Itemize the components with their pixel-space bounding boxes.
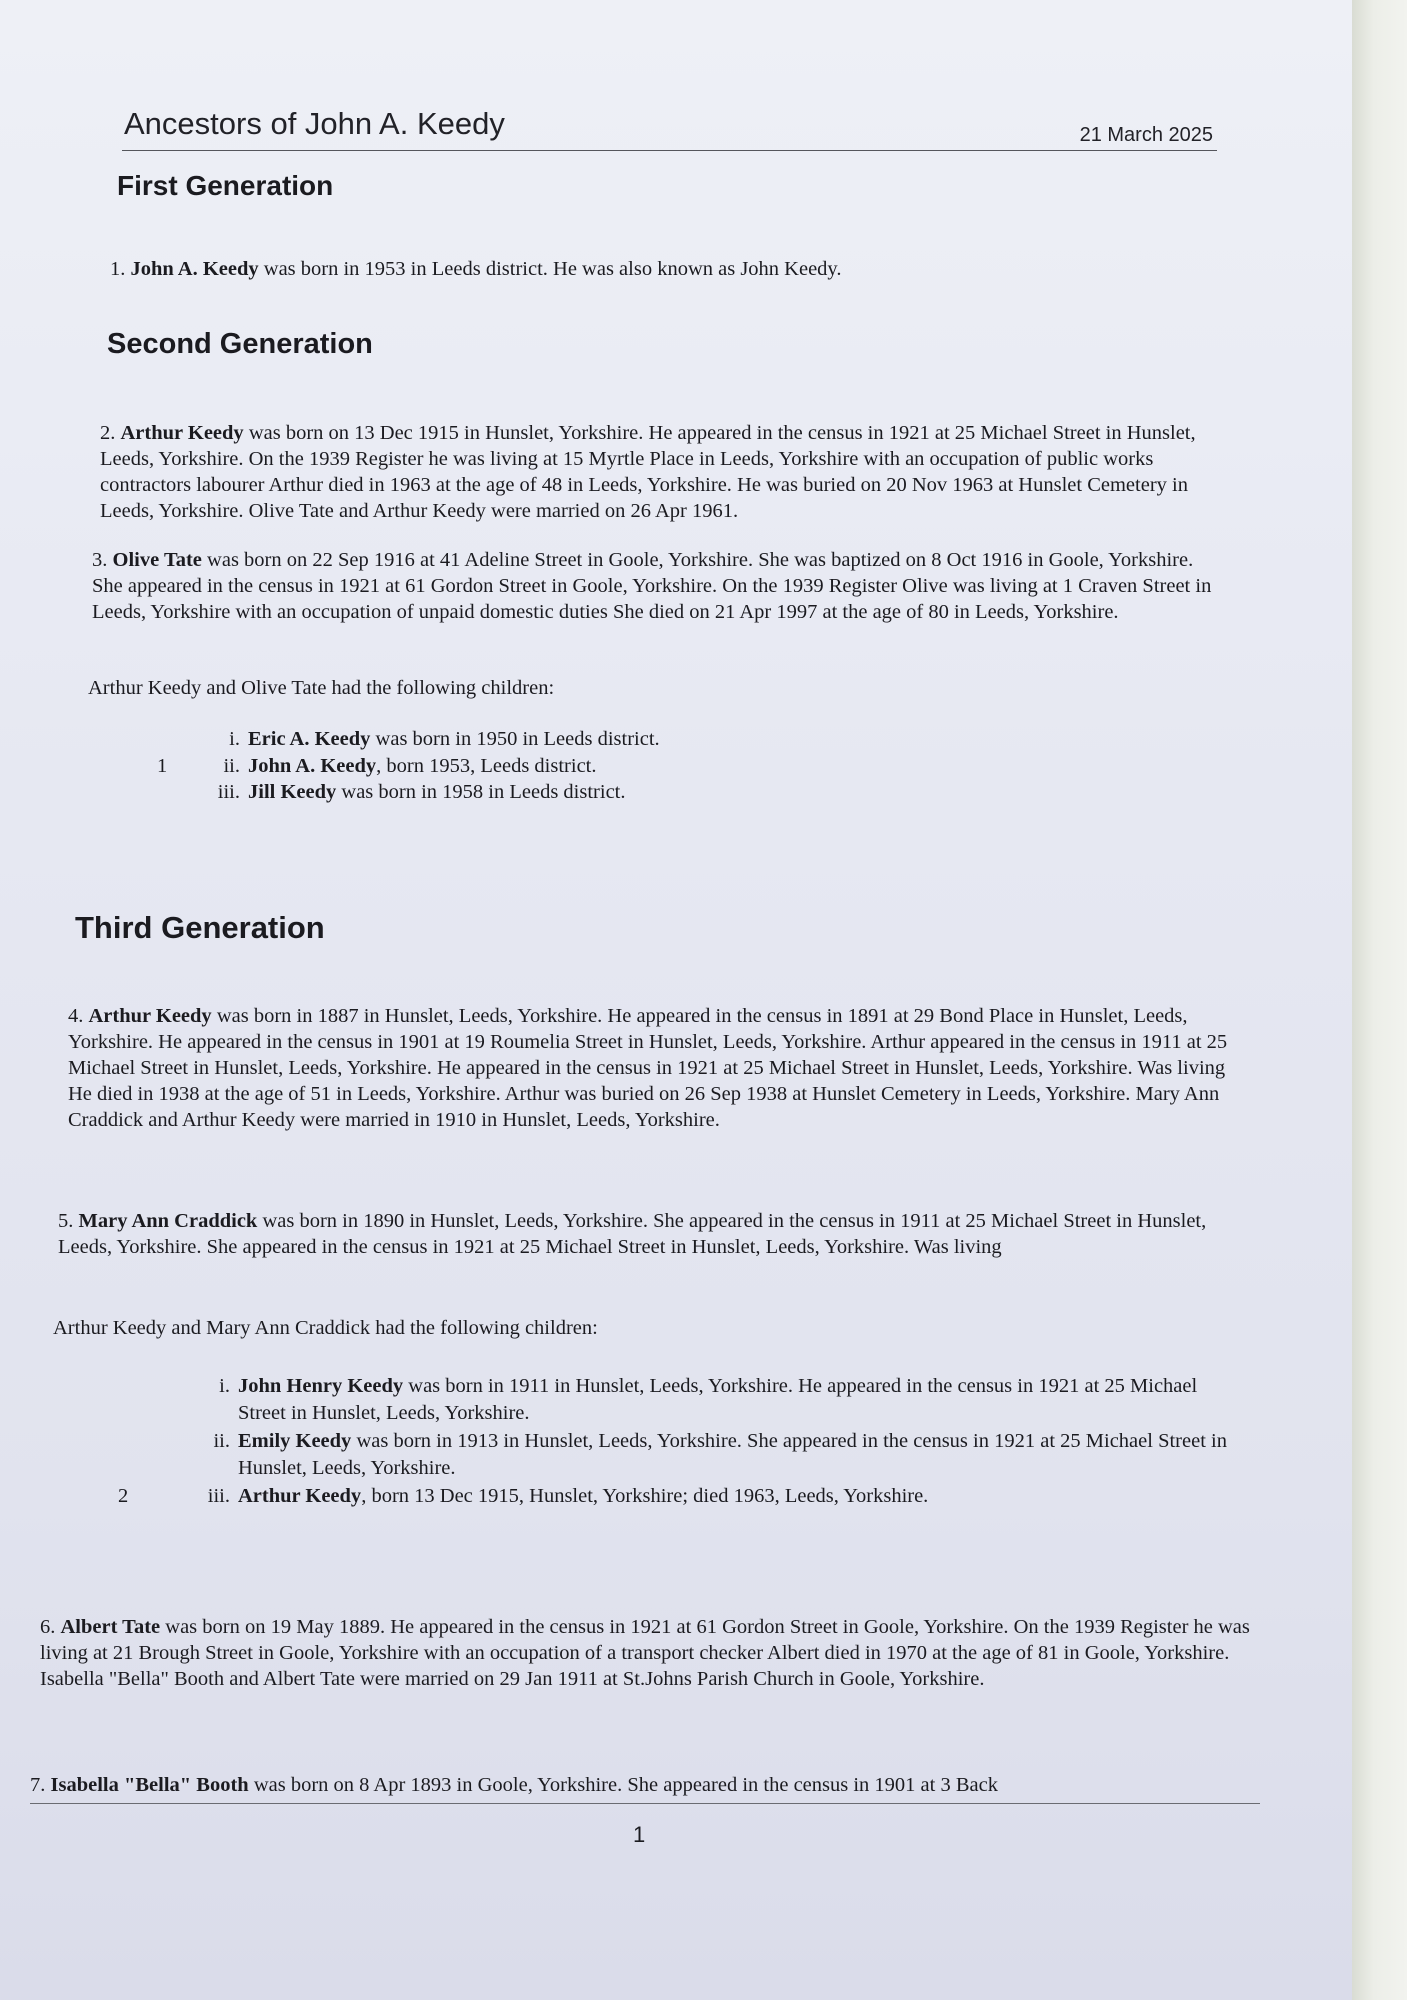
person-entry-6 (40, 1614, 1250, 1692)
person-number: 2. (100, 422, 116, 444)
person-details: was born in 1887 in Hunslet, Leeds, Yorkshire. He appeared in the census in 1891 at 29 Bond Place in Hunslet, Leeds, Yorkshire. He appeared in the census in 1901 at 19 Roumelia Street in Hunslet, Leeds, Yorkshire. Arthur appeared in the census in 1911 at 25 Michael Street in Hunslet, Leeds, Yorkshire. He appeared in the census in 1921 at 25 Michael Street in Hunslet, Leeds, Yorkshire. Was living He died in 1938 at the age of 51 in Leeds, Yorkshire. Arthur was buried on 26 Sep 1938 at Hunslet Cemetery in Leeds, Yorkshire. Mary Ann Craddick and Arthur Keedy were married in 1910 in Hunslet, Leeds, Yorkshire. (68, 1005, 1228, 1131)
list-item (118, 1483, 1240, 1510)
person-name: Arthur Keedy (120, 422, 244, 444)
person-details: was born on 22 Sep 1916 at 41 Adeline Street in Goole, Yorkshire. She was baptized on 8 Oct 1916 in Goole, Yorkshire. She appeared in the census in 1921 at 61 Gordon Street in Goole, Yorkshire. On the 1939 Register Olive was living at 1 Craven Street in Leeds, Yorkshire with an occupation of unpaid domestic duties She died on 21 Apr 1997 at the age of 80 in Leeds, Yorkshire. (92, 549, 1212, 623)
child-name: John A. Keedy (248, 754, 377, 777)
person-number: 1. (110, 258, 126, 280)
child-name: Eric A. Keedy (248, 728, 371, 750)
person-details: was born in 1890 in Hunslet, Leeds, Yorkshire. She appeared in the census in 1911 at 25 Michael Street in Hunslet, Leeds, Yorkshire. She appeared in the census in 1921 at 25 Michael Street in Hunslet, Leeds, Yorkshire. Was living (58, 1210, 1207, 1258)
person-entry-1 (110, 256, 1240, 282)
person-name: Olive Tate (112, 549, 202, 571)
child-details: , born 1953, Leeds district. (376, 754, 597, 777)
document-title: Ancestors of John A. Keedy (124, 106, 505, 141)
child-name: John Henry Keedy (238, 1375, 404, 1397)
person-entry-4 (68, 1003, 1238, 1133)
child-number: i. (219, 1375, 230, 1397)
children-list (157, 726, 900, 806)
child-number: ii. (213, 1430, 230, 1452)
person-details: was born on 13 Dec 1915 in Hunslet, Yorkshire. He appeared in the census in 1921 at 25 Michael Street in Hunslet, Leeds, Yorkshire. On the 1939 Register he was living at 15 Myrtle Place in Leeds, Yorkshire with an occupation of public works contractors labourer Arthur died in 1963 at the age of 48 in Leeds, Yorkshire. He was buried on 20 Nov 1963 at Hunslet Cemetery in Leeds, Yorkshire. Olive Tate and Arthur Keedy were married on 26 Apr 1961. (100, 422, 1196, 522)
generation-reference: 1 (157, 754, 168, 777)
page-number: 1 (633, 1822, 646, 1847)
second-generation-heading: Second Generation (107, 328, 373, 360)
child-details: was born in 1913 in Hunslet, Leeds, Yorkshire. She appeared in the census in 1921 at 25 Michael Street in Hunslet, Leeds, Yorkshire. (238, 1430, 1227, 1479)
person-entry-7 (30, 1772, 1260, 1798)
child-details: was born in 1958 in Leeds district. (336, 781, 626, 803)
child-details: was born in 1911 in Hunslet, Leeds, Yorkshire. He appeared in the census in 1921 at 25 Michael Street in Hunslet, Leeds, Yorkshire. (238, 1375, 1198, 1424)
person-number: 7. (30, 1774, 46, 1796)
child-name: Emily Keedy (238, 1430, 352, 1452)
person-name: Albert Tate (60, 1616, 161, 1638)
list-item (157, 753, 900, 780)
child-number: ii. (223, 754, 240, 777)
person-details: was born on 8 Apr 1893 in Goole, Yorkshire. She appeared in the census in 1901 at 3 Back (248, 1774, 998, 1796)
child-details: was born in 1950 in Leeds district. (370, 728, 660, 750)
person-number: 4. (68, 1005, 84, 1027)
list-item (190, 1428, 1240, 1481)
child-number: iii. (217, 781, 240, 803)
list-item (200, 779, 900, 806)
person-name: Isabella "Bella" Booth (50, 1774, 249, 1796)
person-name: John A. Keedy (130, 258, 259, 280)
children-intro: Arthur Keedy and Olive Tate had the following children: (88, 677, 555, 699)
person-name: Mary Ann Craddick (78, 1210, 258, 1232)
first-generation-heading: First Generation (117, 170, 334, 201)
person-name: Arthur Keedy (88, 1005, 212, 1027)
person-details: was born in 1953 in Leeds district. He was also known as John Keedy. (258, 258, 842, 280)
list-item (190, 1373, 1240, 1426)
page-header (122, 102, 1217, 151)
person-entry-3 (92, 547, 1227, 625)
person-details: was born on 19 May 1889. He appeared in the census in 1921 at 61 Gordon Street in Goole, Yorkshire. On the 1939 Register he was living at 21 Brough Street in Goole, Yorkshire with an occupation of a transport checker Albert died in 1970 at the age of 81 in Goole, Yorkshire. Isabella "Bella" Booth and Albert Tate were married on 29 Jan 1911 at St.Johns Parish Church in Goole, Yorkshire. (40, 1616, 1250, 1690)
person-entry-2 (100, 420, 1230, 524)
person-entry-5 (58, 1208, 1238, 1260)
generation-reference: 2 (118, 1485, 129, 1507)
children-list (118, 1373, 1240, 1510)
child-name: Jill Keedy (248, 781, 337, 803)
person-number: 3. (92, 549, 108, 571)
child-details: , born 13 Dec 1915, Hunslet, Yorkshire; died 1963, Leeds, Yorkshire. (361, 1485, 929, 1507)
children-intro: Arthur Keedy and Mary Ann Craddick had the following children: (53, 1317, 598, 1339)
person-number: 5. (58, 1210, 74, 1232)
document-date: 21 March 2025 (1079, 124, 1213, 146)
background-surface (1352, 0, 1407, 2000)
list-item (200, 726, 900, 753)
person-number: 6. (40, 1616, 56, 1638)
footer-divider (30, 1803, 1260, 1804)
third-generation-heading: Third Generation (75, 910, 325, 945)
child-name: Arthur Keedy (238, 1485, 362, 1507)
child-number: i. (229, 728, 240, 750)
child-number: iii. (207, 1485, 230, 1507)
